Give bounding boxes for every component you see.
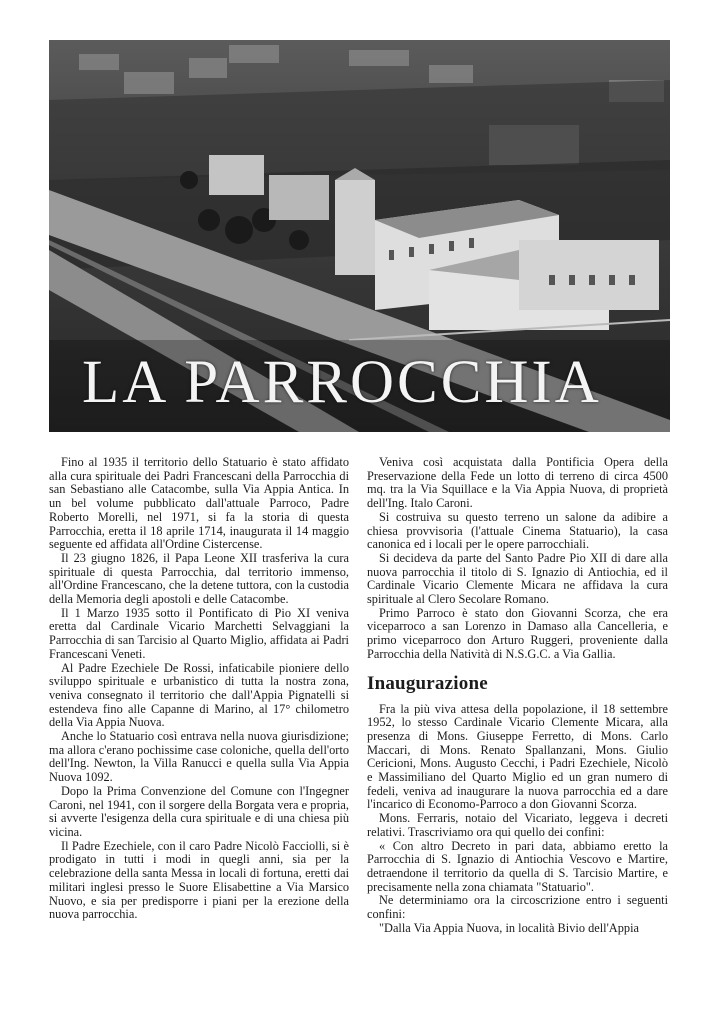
left-column — [49, 456, 349, 922]
paragraph: « Con altro Decreto in pari data, abbiamo eretto la Parrocchia di S. Ignazio di Antiochia Vescovo e Martire, detraendone il territorio da quella di S. Tarcisio Martire, e precisamente nella zona chiamata "Statuario". — [367, 838, 668, 894]
section-heading: Inaugurazione — [367, 672, 488, 694]
paragraph: Primo Parroco è stato don Giovanni Scorza, che era viceparroco a san Lorenzo in Damaso alla Cancelleria, e primo viceparroco don Arturo Ruggeri, proveniente dalla Parrocchia della Natività di N.S.G.C. a Via Gallia. — [367, 605, 668, 661]
paragraph: Fino al 1935 il territorio dello Statuario è stato affidato alla cura spirituale dei Padri Francescani della Parrocchia di san Sebastiano alle Catacombe, sulla Via Appia Antica. In un bel volume pubblicato dall'attuale Parroco, Padre Roberto Morelli, nel 1971, si fa la storia di questa Parrocchia, eretta il 18 aprile 1714, inaugurata il 14 maggio seguente ed affidata all'Ordine Cistercense. — [49, 455, 349, 552]
paragraph: Il 23 giugno 1826, il Papa Leone XII trasferiva la cura spirituale di questa Parrocchia, dal territorio immenso, all'Ordine Francescano, che la detene tuttora, con la custodia della Memoria degli apostoli e delle Catacombe. — [49, 550, 349, 607]
paragraph: Fra la più viva attesa della popolazione, il 18 settembre 1952, lo stesso Cardinale Vicario Clemente Micara, alla presenza di Mons. Giuseppe Ferretto, di Mons. Carlo Maccari, di Mons. Renato Spallanzani, Mons. Giulio Cericioni, Mons. Augusto Cecchi, i Padri Ezechiele, Nicolò e Massimiliano del Quarto Miglio ed un gran numero di fedeli, veniva ad inaugurare la nuova parrocchia ed a dare l'incarico di Economo-Parroco a don Giovanni Scorza. — [367, 701, 668, 812]
paragraph: Al Padre Ezechiele De Rossi, infaticabile pioniere dello sviluppo spirituale e urbanistico di tutta la nostra zona, veniva consegnato il territorio che dall'Appia Pignatelli si estendeva fino alle Capanne di Marino, al 17° chilometro della Via Appia Nuova. — [49, 660, 349, 730]
paragraph: Il Padre Ezechiele, con il caro Padre Nicolò Facciolli, si è prodigato in tutti i modi in quegli anni, sia per la celebrazione della santa Messa in locali di fortuna, eretti dai militari inglesi presso le Suore Elisabettine a Via Marsico Nuovo, e sia per predisporre i piani per la erezione della nuova parrocchia. — [49, 838, 349, 922]
paragraph: Il 1 Marzo 1935 sotto il Pontificato di Pio XI veniva eretta dal Cardinale Vicario Marchetti Selvaggiani la Parrocchia di san Tarcisio al Quarto Miglio, affidata ai Padri Francescani Veneti. — [49, 605, 349, 661]
paragraph: Anche lo Statuario così entrava nella nuova giurisdizione; ma allora c'erano pochissime case coloniche, quella dell'orto dell'Ing. Newton, la Villa Ranucci e quella sulla Via Appia Nuova 1092. — [49, 729, 349, 785]
paragraph: Ne determiniamo ora la circoscrizione entro i seguenti confini: — [367, 893, 668, 922]
page-title: LA PARROCCHIA — [82, 349, 602, 416]
paragraph: Veniva così acquistata dalla Pontificia Opera della Preservazione della Fede un lotto di terreno di circa 4500 mq. tra la Via Squillace e la Via Appia Nuova, di proprietà dell'Ing. Italo Caroni. — [367, 455, 668, 511]
paragraph: "Dalla Via Appia Nuova, in località Bivio dell'Appia — [379, 920, 639, 935]
paragraph: Si costruiva su questo terreno un salone da adibire a chiesa provvisoria (l'attuale Cinema Statuario), la casa canonica ed i locali per le opere parrocchiali. — [367, 509, 668, 552]
paragraph: Dopo la Prima Convenzione del Comune con l'Ingegner Caroni, nel 1941, con il sorgere della Borgata vera e propria, si avverte l'esigenza della cura spirituale e di una chiesa più vicina. — [49, 783, 349, 839]
paragraph: Mons. Ferraris, notaio del Vicariato, leggeva i decreti relativi. Trascriviamo ora qui quello dei confini: — [367, 811, 668, 839]
paragraph: Si decideva da parte del Santo Padre Pio XII di dare alla nuova parrocchia il titolo di S. Ignazio di Antiochia, ed il Cardinale Vicario Clemente Micara ne affidava la cura spirituale al Clero Secolare Romano. — [367, 550, 668, 607]
right-column — [367, 456, 668, 936]
